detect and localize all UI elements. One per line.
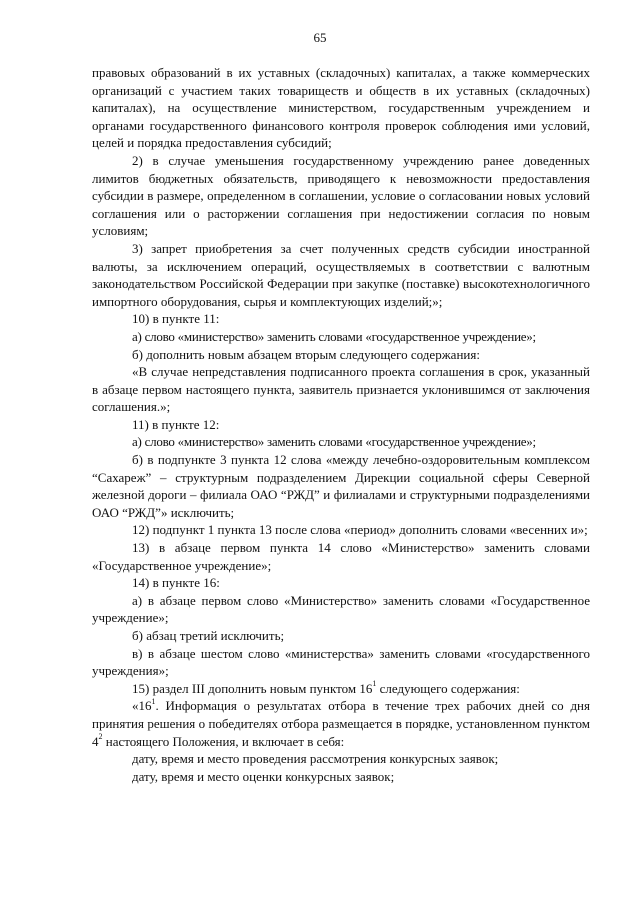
paragraph: [92, 680, 590, 698]
paragraph: дату, время и место проведения рассмотрения конкурсных заявок;: [132, 751, 499, 767]
paragraph-text: следующего содержания:: [376, 680, 520, 696]
superscript: 2: [98, 732, 103, 742]
paragraph: 10) в пункте 11:: [132, 311, 220, 327]
document-body: [92, 64, 590, 785]
paragraph: [92, 697, 590, 750]
paragraph: а) в абзаце первом слово «Министерство» заменить словами «Государственное учреждение»;: [92, 592, 590, 626]
paragraph: в) в абзаце шестом слово «министерства» заменить словами «государственного учреждения»;: [92, 645, 590, 679]
superscript: 1: [372, 679, 377, 689]
paragraph: дату, время и место оценки конкурсных заявок;: [132, 768, 395, 784]
paragraph: б) в подпункте 3 пункта 12 слова «между лечебно-оздоровительным комплексом “Сахареж” – структурным подразделением Дирекции социальной сферы Северной железной дороги – филиала ОАО “РЖД” и филиалами и структурными подразделениями ОАО “РЖД”» исключить;: [92, 452, 590, 520]
paragraph-text: «16: [132, 698, 152, 714]
paragraph: «В случае непредставления подписанного проекта соглашения в срок, указанный в абзаце первом настоящего пункта, заявитель признается уклонившимся от заключения соглашения.»;: [92, 364, 590, 415]
paragraph: а) слово «министерство» заменить словами «государственное учреждение»;: [132, 328, 536, 344]
paragraph: б) дополнить новым абзацем вторым следующего содержания:: [132, 346, 480, 362]
superscript: 1: [151, 697, 156, 707]
paragraph: 11) в пункте 12:: [132, 416, 220, 432]
paragraph: 14) в пункте 16:: [132, 575, 220, 591]
paragraph-text: . Информация о результатах отбора в течение трех рабочих дней со дня принятия решения о победителях отбора размещается в порядке, установленном пунктом 4: [92, 698, 590, 749]
page-number: 65: [313, 30, 327, 45]
paragraph: 12) подпункт 1 пункта 13 после слова «период» дополнить словами «весенних и»;: [132, 522, 588, 538]
paragraph-text: настоящего Положения, и включает в себя:: [102, 733, 345, 749]
paragraph: правовых образований в их уставных (складочных) капиталах, а также коммерческих организаций с участием таких товариществ и обществ в их уставных (складочных) капиталах), на осуществление министерством, государственным учреждением и органами государственного финансового контроля проверок соблюдения ими условий, целей и порядка предоставления субсидий;: [92, 65, 590, 151]
paragraph: 2) в случае уменьшения государственному учреждению ранее доведенных лимитов бюджетных обязательств, приводящего к невозможности предоставления субсидии в размере, определенном в соглашении, условие о согласовании новых условий соглашения или о расторжении соглашения при недостижении согласия по новым условиям;: [92, 152, 590, 239]
paragraph: 13) в абзаце первом пункта 14 слово «Министерство» заменить словами «Государственное учреждение»;: [92, 540, 590, 573]
paragraph: а) слово «министерство» заменить словами «государственное учреждение»;: [132, 434, 536, 450]
paragraph: 3) запрет приобретения за счет полученных средств субсидии иностранной валюты, за исключением операций, осуществляемых в соответствии с валютным законодательством Российской Федерации при закупке (поставке) высокотехнологичного импортного оборудования, сырья и комплектующих изделий;»;: [92, 240, 590, 309]
paragraph-text: 15) раздел III дополнить новым пунктом 16: [132, 680, 373, 696]
paragraph: б) абзац третий исключить;: [132, 628, 285, 643]
